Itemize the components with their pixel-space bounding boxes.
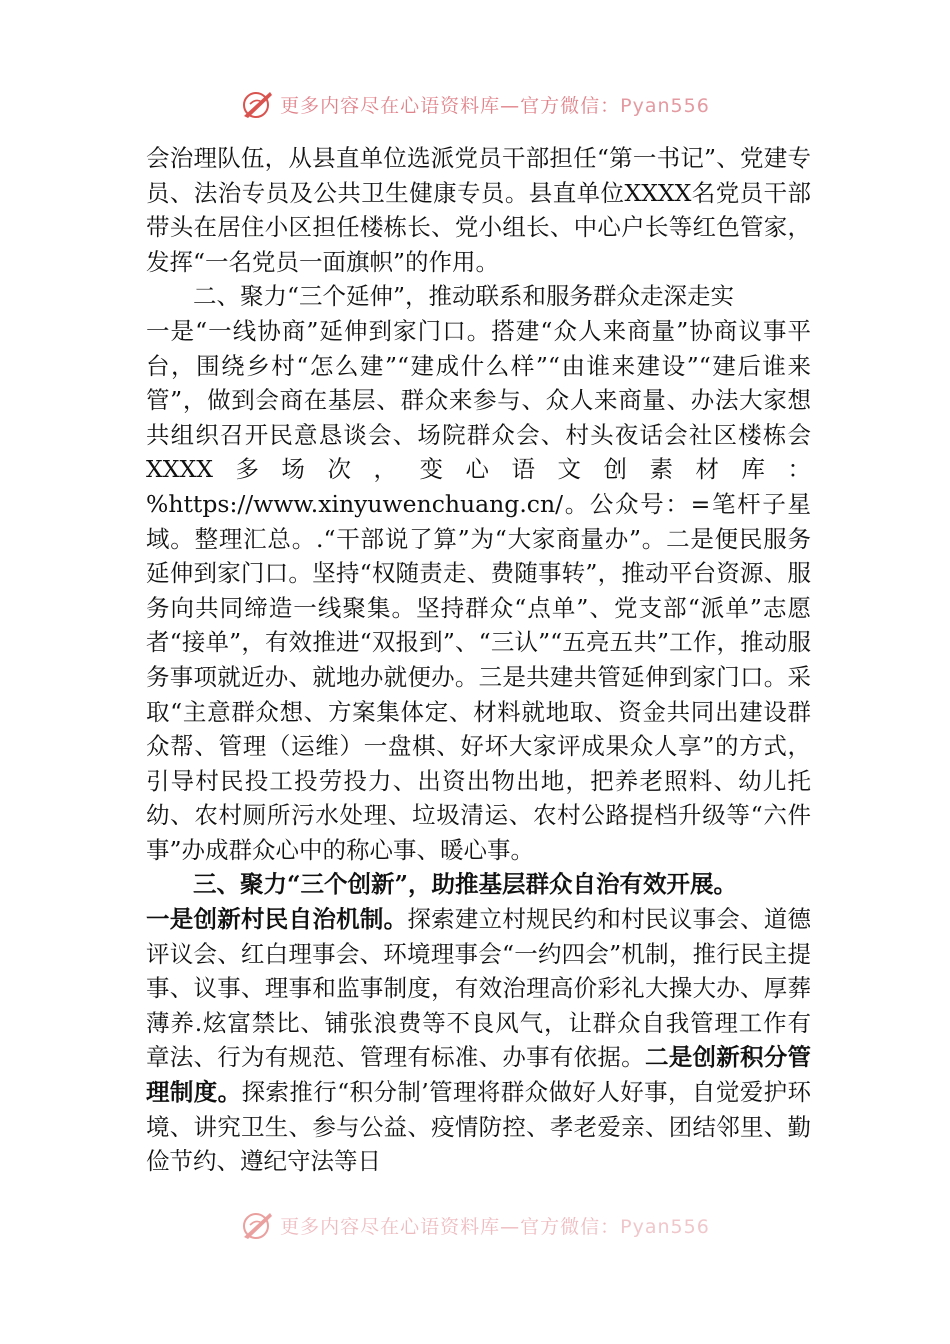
watermark-text: 更多内容尽在心语资料库—官方微信：Pyan556 [280, 1215, 710, 1238]
watermark-wechat-id: Pyan556 [620, 94, 710, 117]
pen-logo-icon [240, 88, 276, 120]
pen-logo-icon [240, 1209, 276, 1241]
section-heading-2: 二、聚力“三个延伸”，推动联系和服务群众走深走实 [193, 282, 735, 311]
section-heading-3: 三、聚力“三个创新”，助推基层群众自治有效开展。 [193, 870, 738, 899]
text-segment-2: 探索推行“积分制’管理将群众做好人好事，自觉爱护环境、讲究卫生、参与公益、疫情防控、孝老爱亲、团结邻里、勤俭节约、遵纪守法等日 [146, 1078, 812, 1176]
footer-watermark [0, 1205, 950, 1245]
header-watermark [0, 84, 950, 124]
watermark-wechat-id: Pyan556 [620, 1215, 710, 1238]
paragraph-mixed [146, 902, 811, 1179]
bold-lead-1: 一是创新村民自治机制。 [146, 905, 408, 934]
text-segment-1: 探索建立村规民约和村民议事会、道德评议会、红白理事会、环境理事会“一约四会”机制，推行民主提事、议事、理事和监事制度，有效治理高价彩礼大操大办、厚葬薄养.炫富禁比、铺张浪费等不良风气，让群众自我管理工作有章法、行为有规范、管理有标准、办事有依据。 [146, 905, 812, 1072]
paragraph-body: 一是“一线协商”延伸到家门口。搭建“众人来商量”协商议事平台，围绕乡村“怎么建”“建成什么样”“由谁来建设”“建后谁来管”，做到会商在基层、群众来参与、众人来商量、办法大家想共组织召开民意恳谈会、场院群众会、村头夜话会社区楼栋会XXXX多场次，变心语文创素材库：%https://www.xinyuwenchuang.cn/。公众号：=笔杆子星域。整理汇总。.“干部说了算”为“大家商量办”。二是便民服务延伸到家门口。坚持“权随责走、费随事转”，推动平台资源、服务向共同缔造一线聚集。坚持群众“点单”、党支部“派单”志愿者“接单”，有效推进“双报到”、“三认”“五亮五共”工作，推动服务事项就近办、就地办就便办。三是共建共管延伸到家门口。采取“主意群众想、方案集体定、材料就地取、资金共同出建设群众帮、管理（运维）一盘棋、好坏大家评成果众人享”的方式，引导村民投工投劳投力、出资出物出地，把养老照料、幼儿托幼、农村厕所污水处理、垃圾清运、农村公路提档升级等“六件事”办成群众心中的称心事、暖心事。 [146, 316, 811, 864]
document-body [146, 141, 811, 1179]
paragraph-continuation: 会治理队伍，从县直单位选派党员干部担任“第一书记”、党建专员、法治专员及公共卫生健康专员。县直单位XXXX名党员干部带头在居住小区担任楼栋长、党小组长、中心户长等红色管家，发挥“一名党员一面旗帜”的作用。 [146, 144, 811, 276]
bold-lead-2: 二是创新积分管理制度。 [146, 1043, 812, 1107]
watermark-text: 更多内容尽在心语资料库—官方微信：Pyan556 [280, 94, 710, 117]
